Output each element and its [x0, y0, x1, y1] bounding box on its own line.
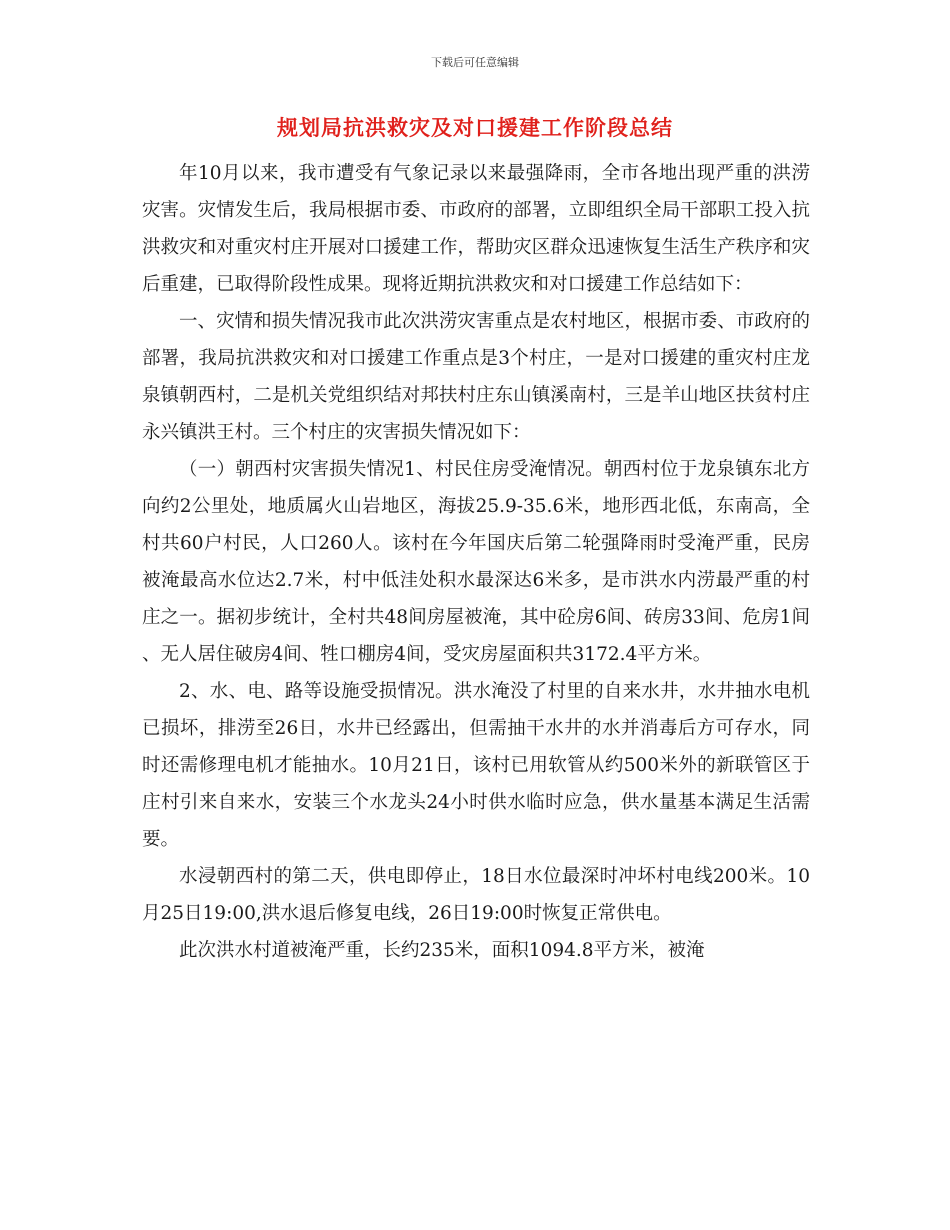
header-note: 下载后可任意编辑 — [431, 56, 519, 69]
paragraph-housing: （一）朝西村灾害损失情况1、村民住房受淹情况。朝西村位于龙泉镇东北方向约2公里处，地质属火山岩地区，海拔25.9-35.6米，地形西北低，东南高，全村共60户村民，人口260人。该村在今年国庆后第二轮强降雨时受淹严重，民房被淹最高水位达2.7米，村中低洼处积水最深达6米多，是市洪水内涝最严重的村庄之一。据初步统计，全村共48间房屋被淹，其中砼房6间、砖房33间、危房1间、无人居住破房4间、牲口棚房4间，受灾房屋面积共3172.4平方米。 — [142, 459, 810, 665]
paragraph-section-1: 一、灾情和损失情况我市此次洪涝灾害重点是农村地区，根据市委、市政府的部署，我局抗洪救灾和对口援建工作重点是3个村庄，一是对口援建的重灾村庄龙泉镇朝西村，二是机关党组织结对邦扶村庄东山镇溪南村，三是羊山地区扶贫村庄永兴镇洪王村。三个村庄的灾害损失情况如下： — [142, 311, 810, 443]
paragraph-power: 水浸朝西村的第二天，供电即停止，18日水位最深时冲坏村电线200米。10月25日19:00,洪水退后修复电线，26日19:00时恢复正常供电。 — [142, 866, 810, 924]
paragraph-roads: 此次洪水村道被淹严重，长约235米，面积1094.8平方米，被淹 — [179, 940, 705, 961]
document-title: 规划局抗洪救灾及对口援建工作阶段总结 — [277, 116, 673, 140]
document-body — [142, 155, 810, 969]
paragraph-facilities: 2、水、电、路等设施受损情况。洪水淹没了村里的自来水井，水井抽水电机已损坏，排涝至26日，水井已经露出，但需抽干水井的水并消毒后方可存水，同时还需修理电机才能抽水。10月21日，该村已用软管从约500米外的新联管区于庄村引来自来水，安装三个水龙头24小时供水临时应急，供水量基本满足生活需要。 — [142, 681, 810, 850]
paragraph-intro: 年10月以来，我市遭受有气象记录以来最强降雨，全市各地出现严重的洪涝灾害。灾情发生后，我局根据市委、市政府的部署，立即组织全局干部职工投入抗洪救灾和对重灾村庄开展对口援建工作，帮助灾区群众迅速恢复生活生产秩序和灾后重建，已取得阶段性成果。现将近期抗洪救灾和对口援建工作总结如下： — [142, 163, 810, 295]
